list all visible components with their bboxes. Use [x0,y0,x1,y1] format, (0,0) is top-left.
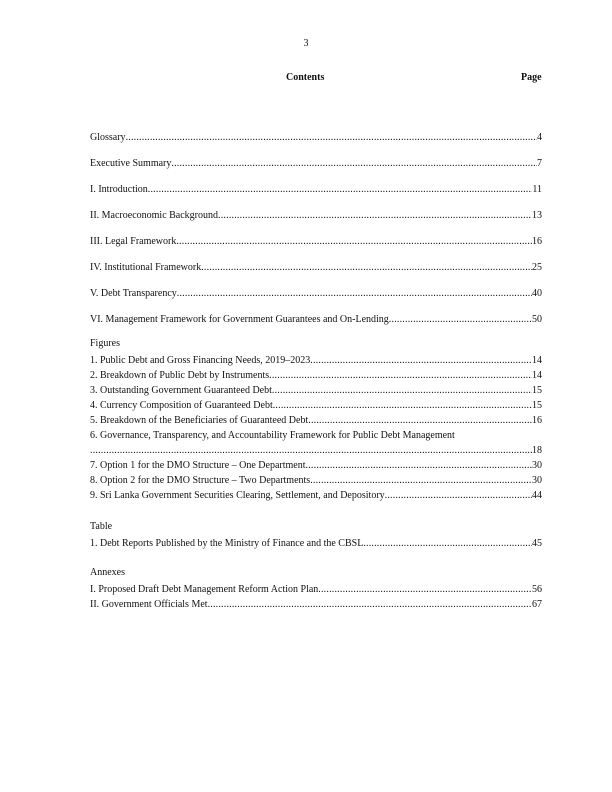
figure-entry[interactable] [90,488,542,501]
leader-dots [318,584,532,595]
leader-dots [208,599,532,610]
figure-entry-continuation[interactable] [90,443,542,456]
leader-dots [177,288,532,299]
toc-entry-management-framework[interactable] [90,312,542,325]
page-number: 3 [303,38,309,49]
toc-entry-page: 30 [532,460,542,471]
toc-entry-page: 7 [537,158,542,169]
toc-entry-page: 13 [532,210,542,221]
toc-entry-institutional-framework[interactable] [90,260,542,273]
table-heading: Table [90,521,113,532]
toc-entry-page: 15 [532,385,542,396]
toc-entry-page: 67 [532,599,542,610]
toc-entry-glossary[interactable] [90,130,542,143]
leader-dots [310,355,532,366]
toc-entry-page: 16 [532,415,542,426]
leader-dots [385,490,532,501]
toc-entry-label: VI. Management Framework for Government Guarantees and On-Lending [90,314,389,325]
toc-entry-label: 8. Option 2 for the DMO Structure – Two Departments [90,475,311,486]
toc-entry-executive-summary[interactable] [90,156,542,169]
leader-dots [363,538,532,549]
contents-title: Contents [286,72,325,83]
leader-dots [218,210,532,221]
toc-entry-label: I. Proposed Draft Debt Management Reform Action Plan [90,584,319,595]
figure-entry[interactable] [90,413,542,426]
toc-entry-label: 1. Public Debt and Gross Financing Needs, 2019–2023 [90,355,311,366]
toc-entry-label: IV. Institutional Framework [90,262,202,273]
toc-entry-label: 5. Breakdown of the Beneficiaries of Guaranteed Debt [90,415,309,426]
page-column-title: Page [521,72,542,83]
toc-entry-page: 14 [532,370,542,381]
toc-entry-label: 3. Outstanding Government Guaranteed Debt [90,385,272,396]
figure-entry[interactable] [90,458,542,471]
toc-entry-page: 45 [532,538,542,549]
toc-entry-page: 14 [532,355,542,366]
annexes-heading: Annexes [90,567,125,578]
toc-entry-label: 7. Option 1 for the DMO Structure – One Department [90,460,306,471]
toc-entry-page: 15 [532,400,542,411]
toc-entry-introduction[interactable] [90,182,542,195]
toc-entry-page: 40 [532,288,542,299]
leader-dots [126,132,537,143]
figure-entry[interactable] [90,368,542,381]
toc-entry-page: 30 [532,475,542,486]
toc-entry-label: 9. Sri Lanka Government Securities Clearing, Settlement, and Depository [90,490,385,501]
toc-entry-page: 4 [537,132,542,143]
toc-entry-label: II. Macroeconomic Background [90,210,219,221]
leader-dots [310,475,532,486]
table-entry[interactable] [90,536,542,549]
toc-entry-page: 11 [532,184,542,195]
toc-entry-label: I. Introduction [90,184,148,195]
toc-entry-debt-transparency[interactable] [90,286,542,299]
leader-dots [269,370,532,381]
toc-entry-macroeconomic-background[interactable] [90,208,542,221]
annex-entry[interactable] [90,597,542,610]
toc-entry-page: 25 [532,262,542,273]
toc-entry-label: III. Legal Framework [90,236,177,247]
leader-dots [176,236,532,247]
leader-dots [273,400,532,411]
toc-entry-label: 2. Breakdown of Public Debt by Instruments [90,370,270,381]
figure-entry[interactable] [90,383,542,396]
toc-entry-page: 56 [532,584,542,595]
leader-dots [272,385,532,396]
toc-entry-legal-framework[interactable] [90,234,542,247]
leader-dots [308,415,532,426]
toc-entry-label: 1. Debt Reports Published by the Ministry of Finance and the CBSL [90,538,364,549]
toc-entry-page: 44 [532,490,542,501]
leader-dots [171,158,537,169]
leader-dots [389,314,532,325]
toc-entry-label: II. Government Officials Met [90,599,208,610]
toc-entry-label: Executive Summary [90,158,172,169]
toc-entry-label: 4. Currency Composition of Guaranteed Debt [90,400,273,411]
figures-heading: Figures [90,338,120,349]
leader-dots [148,184,533,195]
leader-dots [90,445,532,456]
figure-entry[interactable] [90,398,542,411]
annex-entry[interactable] [90,582,542,595]
toc-entry-label: Glossary [90,132,126,143]
toc-entry-label: V. Debt Transparency [90,288,177,299]
toc-entry-page: 16 [532,236,542,247]
toc-entry-page: 50 [532,314,542,325]
leader-dots [201,262,532,273]
leader-dots [306,460,532,471]
figure-entry[interactable] [90,473,542,486]
toc-entry-page: 18 [532,445,542,456]
figure-entry-label-long[interactable]: 6. Governance, Transparency, and Accountability Framework for Public Debt Management [90,430,455,441]
figure-entry[interactable] [90,353,542,366]
